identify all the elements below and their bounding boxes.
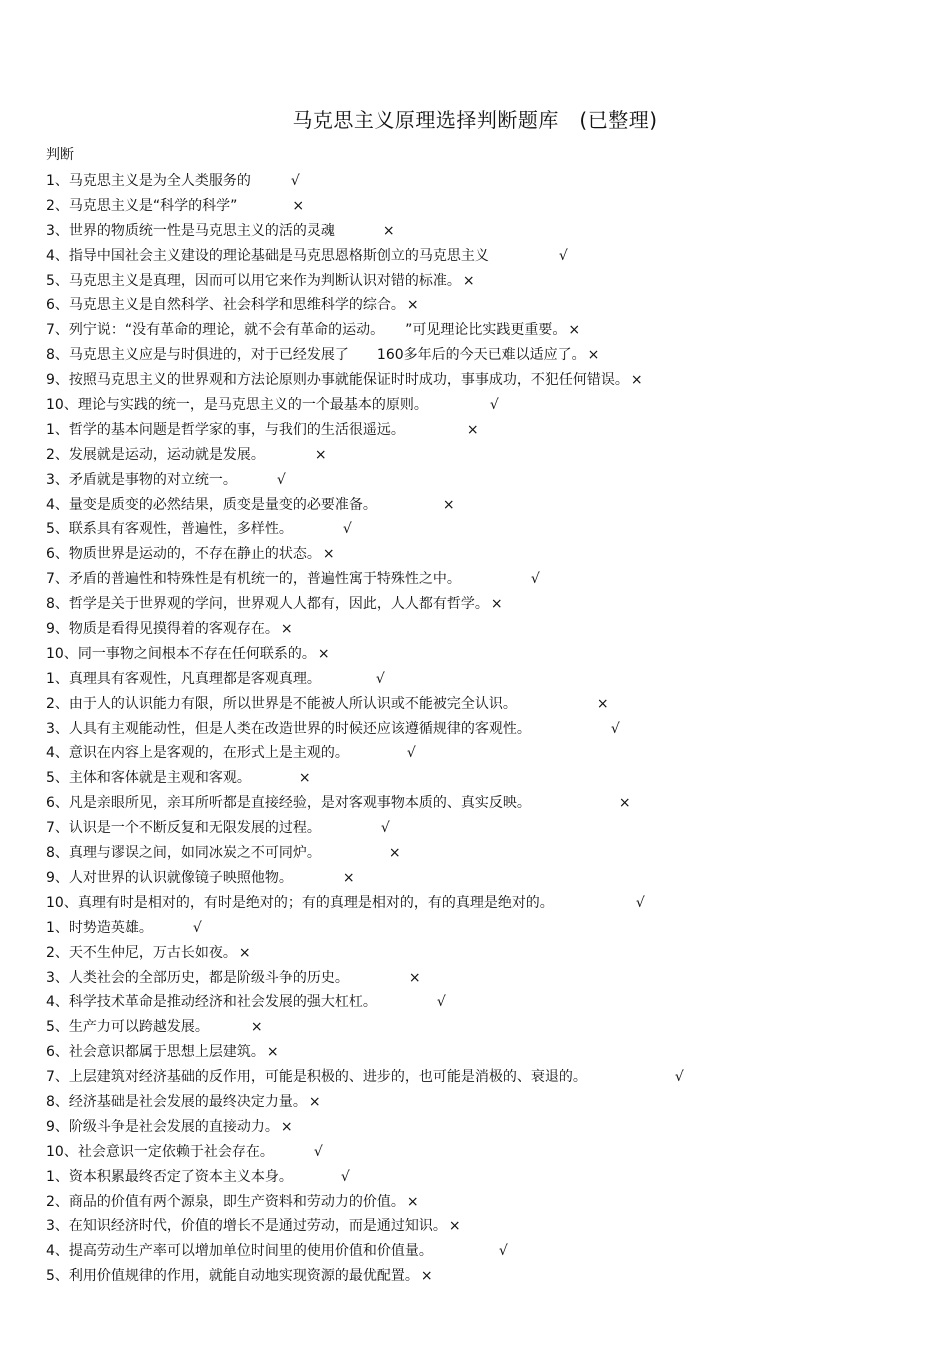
list-item bbox=[46, 966, 926, 991]
list-item bbox=[46, 617, 926, 642]
question-text: 5、利用价值规律的作用，就能自动地实现资源的最优配置。 bbox=[46, 1268, 419, 1285]
list-item bbox=[46, 318, 926, 343]
list-item bbox=[46, 169, 926, 194]
true-mark: √ bbox=[340, 1168, 350, 1185]
true-mark: √ bbox=[674, 1069, 684, 1086]
question-text: 2、天不生仲尼，万古长如夜。 bbox=[46, 944, 237, 961]
question-text: 4、指导中国社会主义建设的理论基础是马克思恩格斯创立的马克思主义 bbox=[46, 247, 489, 264]
question-text: 7、矛盾的普遍性和特殊性是有机统一的，普遍性寓于特殊性之中。 bbox=[46, 571, 461, 588]
false-mark: × bbox=[490, 596, 503, 613]
list-item bbox=[46, 1190, 926, 1215]
list-item bbox=[46, 816, 926, 841]
false-mark: × bbox=[618, 795, 631, 812]
true-mark: √ bbox=[313, 1143, 323, 1160]
false-mark: × bbox=[587, 347, 600, 364]
list-item bbox=[46, 269, 926, 294]
question-text: 7、列宁说：“没有革命的理论，就不会有革命的运动。 ”可见理论比实践更重要。 bbox=[46, 322, 567, 339]
false-mark: × bbox=[322, 546, 335, 563]
question-text: 8、马克思主义应是与时俱进的，对于已经发展了 160多年后的今天已难以适应了。 bbox=[46, 347, 586, 364]
list-item bbox=[46, 891, 926, 916]
question-text: 6、凡是亲眼所见，亲耳所听都是直接经验，是对客观事物本质的、真实反映。 bbox=[46, 795, 531, 812]
false-mark: × bbox=[250, 1019, 263, 1036]
false-mark: × bbox=[406, 1193, 419, 1210]
question-text: 2、由于人的认识能力有限，所以世界是不能被人所认识或不能被完全认识。 bbox=[46, 695, 517, 712]
false-mark: × bbox=[596, 695, 609, 712]
list-item bbox=[46, 916, 926, 941]
question-text: 7、上层建筑对经济基础的反作用，可能是积极的、进步的，也可能是消极的、衰退的。 bbox=[46, 1069, 587, 1086]
list-item bbox=[46, 244, 926, 269]
false-mark: × bbox=[292, 197, 305, 214]
section-heading: 判断 bbox=[46, 147, 74, 163]
false-mark: × bbox=[462, 272, 475, 289]
list-item bbox=[46, 293, 926, 318]
false-mark: × bbox=[568, 322, 581, 339]
question-text: 8、真理与谬误之间，如同冰炭之不可同炉。 bbox=[46, 845, 321, 862]
question-text: 9、物质是看得见摸得着的客观存在。 bbox=[46, 621, 279, 638]
false-mark: × bbox=[308, 1093, 321, 1110]
true-mark: √ bbox=[498, 1243, 508, 1260]
question-text: 4、科学技术革命是推动经济和社会发展的强大杠杠。 bbox=[46, 994, 377, 1011]
false-mark: × bbox=[420, 1268, 433, 1285]
false-mark: × bbox=[317, 645, 330, 662]
list-item bbox=[46, 418, 926, 443]
list-item bbox=[46, 791, 926, 816]
true-mark: √ bbox=[610, 720, 620, 737]
list-item bbox=[46, 343, 926, 368]
question-text: 6、社会意识都属于思想上层建筑。 bbox=[46, 1044, 265, 1061]
question-text: 3、在知识经济时代，价值的增长不是通过劳动，而是通过知识。 bbox=[46, 1218, 447, 1235]
list-item bbox=[46, 667, 926, 692]
question-text: 2、马克思主义是“科学的科学” bbox=[46, 197, 238, 214]
question-text: 6、马克思主义是自然科学、社会科学和思维科学的综合。 bbox=[46, 297, 405, 314]
question-text: 5、主体和客体就是主观和客观。 bbox=[46, 770, 251, 787]
list-item bbox=[46, 567, 926, 592]
list-item bbox=[46, 219, 926, 244]
true-mark: √ bbox=[375, 670, 385, 687]
list-item bbox=[46, 493, 926, 518]
question-text: 3、人具有主观能动性，但是人类在改造世界的时候还应该遵循规律的客观性。 bbox=[46, 720, 531, 737]
true-mark: √ bbox=[489, 397, 499, 414]
list-item bbox=[46, 194, 926, 219]
list-item bbox=[46, 592, 926, 617]
false-mark: × bbox=[630, 372, 643, 389]
question-text: 1、哲学的基本问题是哲学家的事，与我们的生活很遥远。 bbox=[46, 421, 405, 438]
true-mark: √ bbox=[276, 471, 286, 488]
question-text: 7、认识是一个不断反复和无限发展的过程。 bbox=[46, 820, 321, 837]
list-item bbox=[46, 1015, 926, 1040]
list-item bbox=[46, 841, 926, 866]
list-item bbox=[46, 1115, 926, 1140]
list-item bbox=[46, 1214, 926, 1239]
true-mark: √ bbox=[436, 994, 446, 1011]
question-text: 8、哲学是关于世界观的学问，世界观人人都有，因此，人人都有哲学。 bbox=[46, 596, 489, 613]
list-item bbox=[46, 517, 926, 542]
true-mark: √ bbox=[192, 919, 202, 936]
question-text: 5、联系具有客观性，普遍性，多样性。 bbox=[46, 521, 293, 538]
question-text: 4、提高劳动生产率可以增加单位时间里的使用价值和价值量。 bbox=[46, 1243, 433, 1260]
list-item bbox=[46, 1140, 926, 1165]
false-mark: × bbox=[448, 1218, 461, 1235]
false-mark: × bbox=[442, 496, 455, 513]
false-mark: × bbox=[382, 222, 395, 239]
list-item bbox=[46, 1239, 926, 1264]
page-title: 马克思主义原理选择判断题库 (已整理) bbox=[292, 108, 658, 132]
list-item bbox=[46, 468, 926, 493]
list-item bbox=[46, 866, 926, 891]
list-item bbox=[46, 1065, 926, 1090]
list-item bbox=[46, 542, 926, 567]
list-item bbox=[46, 1040, 926, 1065]
false-mark: × bbox=[408, 969, 421, 986]
question-text: 1、真理具有客观性，凡真理都是客观真理。 bbox=[46, 670, 321, 687]
list-item bbox=[46, 1090, 926, 1115]
list-item bbox=[46, 741, 926, 766]
list-item bbox=[46, 941, 926, 966]
false-mark: × bbox=[342, 869, 355, 886]
list-item bbox=[46, 1165, 926, 1190]
question-text: 9、人对世界的认识就像镜子映照他物。 bbox=[46, 869, 293, 886]
question-text: 3、人类社会的全部历史，都是阶级斗争的历史。 bbox=[46, 969, 349, 986]
list-item bbox=[46, 717, 926, 742]
true-mark: √ bbox=[342, 521, 352, 538]
question-text: 2、商品的价值有两个源泉，即生产资料和劳动力的价值。 bbox=[46, 1193, 405, 1210]
true-mark: √ bbox=[558, 247, 568, 264]
question-text: 5、马克思主义是真理，因而可以用它来作为判断认识对错的标准。 bbox=[46, 272, 461, 289]
false-mark: × bbox=[314, 446, 327, 463]
question-text: 1、马克思主义是为全人类服务的 bbox=[46, 173, 251, 189]
question-text: 10、理论与实践的统一，是马克思主义的一个最基本的原则。 bbox=[46, 397, 428, 414]
question-text: 3、矛盾就是事物的对立统一。 bbox=[46, 471, 237, 488]
list-item bbox=[46, 692, 926, 717]
question-text: 9、阶级斗争是社会发展的直接动力。 bbox=[46, 1118, 279, 1135]
list-item bbox=[46, 443, 926, 468]
true-mark: √ bbox=[406, 745, 416, 762]
list-item bbox=[46, 642, 926, 667]
list-item bbox=[46, 368, 926, 393]
false-mark: × bbox=[280, 1118, 293, 1135]
false-mark: × bbox=[280, 621, 293, 638]
true-mark: √ bbox=[635, 894, 645, 911]
false-mark: × bbox=[406, 297, 419, 314]
true-mark: √ bbox=[290, 173, 300, 189]
list-item bbox=[46, 1264, 926, 1289]
question-text: 6、物质世界是运动的，不存在静止的状态。 bbox=[46, 546, 321, 563]
false-mark: × bbox=[238, 944, 251, 961]
question-text: 8、经济基础是社会发展的最终决定力量。 bbox=[46, 1093, 307, 1110]
question-text: 1、时势造英雄。 bbox=[46, 919, 153, 936]
question-text: 4、意识在内容上是客观的，在形式上是主观的。 bbox=[46, 745, 349, 762]
question-text: 10、同一事物之间根本不存在任何联系的。 bbox=[46, 645, 316, 662]
false-mark: × bbox=[466, 421, 479, 438]
list-item bbox=[46, 393, 926, 418]
question-text: 3、世界的物质统一性是马克思主义的活的灵魂 bbox=[46, 222, 335, 239]
question-text: 9、按照马克思主义的世界观和方法论原则办事就能保证时时成功，事事成功，不犯任何错误。 bbox=[46, 372, 629, 389]
false-mark: × bbox=[388, 845, 401, 862]
question-text: 10、真理有时是相对的，有时是绝对的；有的真理是相对的，有的真理是绝对的。 bbox=[46, 894, 554, 911]
false-mark: × bbox=[266, 1044, 279, 1061]
true-mark: √ bbox=[530, 571, 540, 588]
question-text: 2、发展就是运动，运动就是发展。 bbox=[46, 446, 265, 463]
question-list bbox=[46, 169, 926, 1289]
false-mark: × bbox=[298, 770, 311, 787]
question-text: 4、量变是质变的必然结果，质变是量变的必要准备。 bbox=[46, 496, 377, 513]
question-text: 10、社会意识一定依赖于社会存在。 bbox=[46, 1143, 274, 1160]
question-text: 1、资本积累最终否定了资本主义本身。 bbox=[46, 1168, 293, 1185]
list-item bbox=[46, 766, 926, 791]
question-text: 5、生产力可以跨越发展。 bbox=[46, 1019, 209, 1036]
true-mark: √ bbox=[380, 820, 390, 837]
list-item bbox=[46, 990, 926, 1015]
